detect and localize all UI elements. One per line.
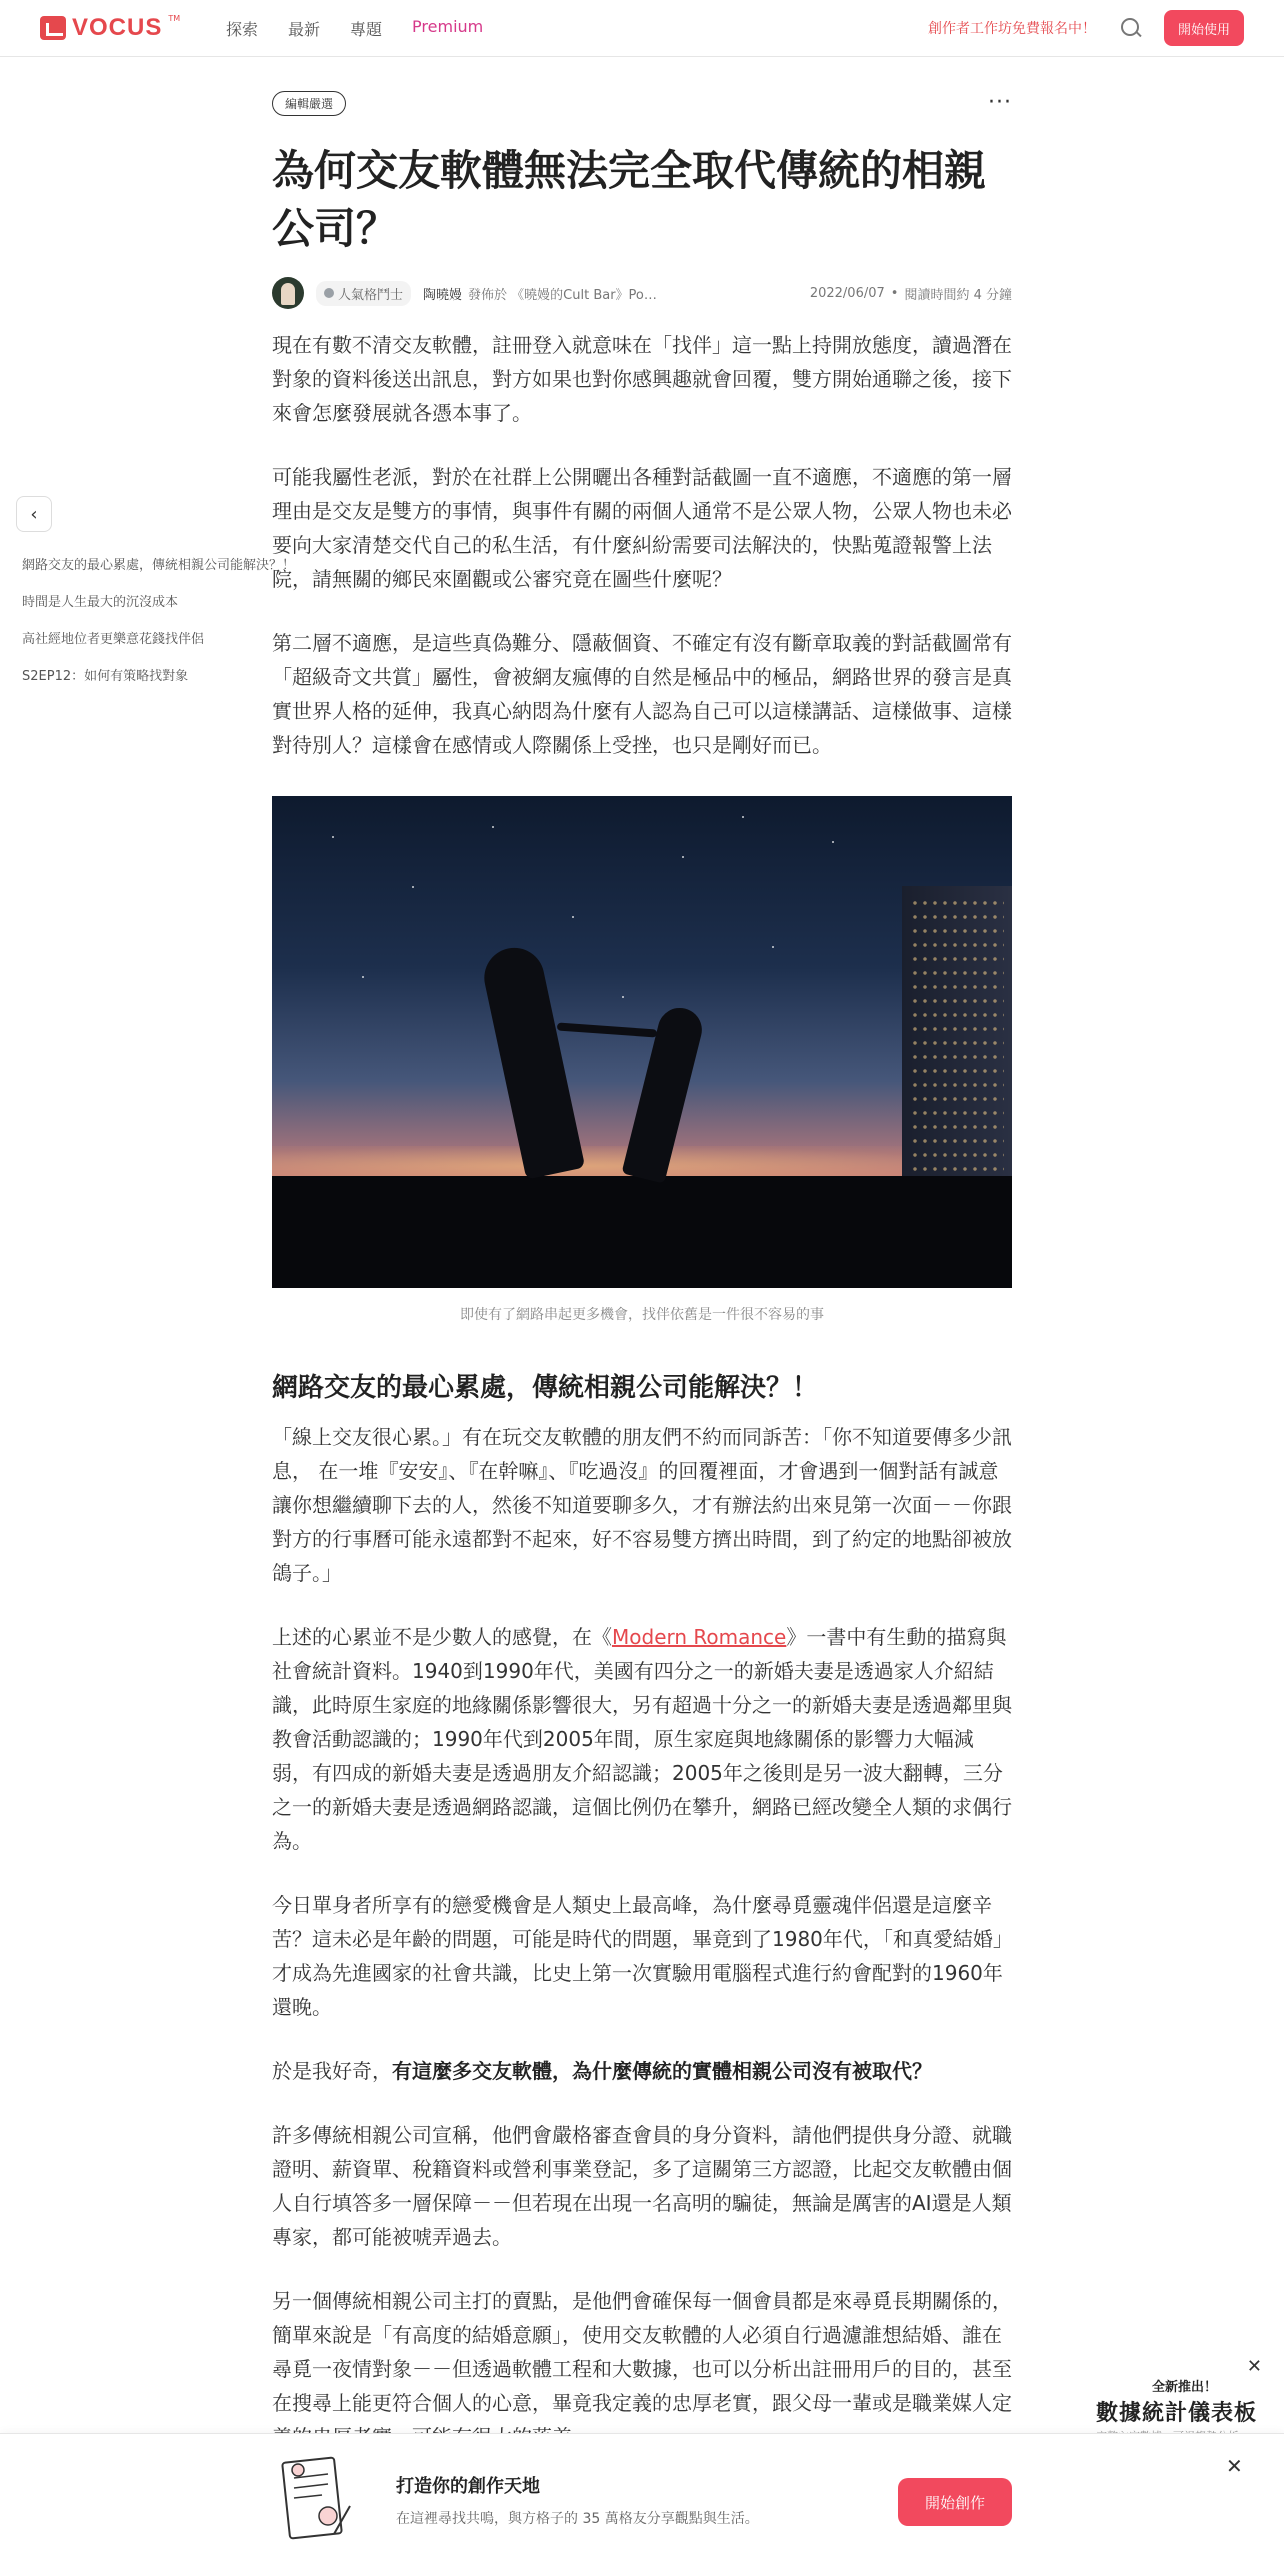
nav-explore[interactable]: 探索 (226, 20, 259, 39)
paragraph: 現在有數不清交友軟體，註冊登入就意味在「找伴」這一點上持開放態度，讀過潛在對象的資料後送出訊息，對方如果也對你感興趣就會回覆，雙方開始通聯之後，接下來會怎麼發展就各憑本事了。 (272, 333, 1012, 425)
logo-trademark: TM (168, 14, 181, 23)
start-button[interactable]: 開始使用 (1164, 10, 1244, 46)
nav-right (928, 10, 1244, 46)
level-badge (316, 281, 411, 306)
more-options-icon[interactable]: ··· (988, 90, 1012, 115)
close-icon[interactable]: ✕ (1226, 2454, 1243, 2478)
nav-premium[interactable]: Premium (412, 17, 484, 36)
read-time: 閱讀時間約 4 分鐘 (904, 287, 1012, 303)
article-meta-row (272, 90, 1012, 116)
publish-date: 2022/06/07 (809, 285, 885, 301)
logo-text: VOCUS (72, 14, 163, 41)
photo-caption: 即使有了網路串起更多機會，找伴依舊是一件很不容易的事 (460, 1307, 824, 1323)
banner-title: 打造你的創作天地 (396, 2476, 540, 2497)
creator-workshop-link[interactable]: 創作者工作坊免費報名中！ (927, 21, 1096, 37)
article (272, 90, 1012, 2454)
chevron-left-icon[interactable]: ‹ (16, 496, 52, 532)
avatar[interactable] (272, 277, 304, 309)
publication-info[interactable]: 發佈於 《曉嫚的Cult Bar》Po… (468, 287, 657, 303)
toc-item[interactable]: 高社經地位者更樂意花錢找伴侶 (22, 632, 205, 647)
promo-title: 數據統計儀表板 (1096, 2401, 1258, 2426)
close-icon[interactable]: ✕ (1246, 2356, 1262, 2377)
author-name[interactable]: 陶曉嫚 (423, 287, 463, 303)
section-heading: 網路交友的最心累處，傳統相親公司能解決？！ (272, 1373, 819, 1403)
paragraph: 可能我屬性老派，對於在社群上公開曬出各種對話截圖一直不適應，不適應的第一層理由是交友是雙方的事情，與事件有關的兩個人通常不是公眾人物，公眾人物也未必要向大家清楚交代自己的私生活，有什麼糾紛需要司法解決的，快點蒐證報警上法院，請無關的鄉民來圍觀或公審究竟在圖些什麼呢？ (272, 465, 1012, 591)
toc-item[interactable]: 時間是人生最大的沉沒成本 (22, 595, 179, 610)
writing-illustration-icon (276, 2450, 356, 2550)
top-navbar (0, 0, 1284, 57)
level-label: 人氣格鬥士 (338, 287, 404, 303)
nav-topics[interactable]: 專題 (350, 20, 383, 39)
start-creating-button[interactable]: 開始創作 (898, 2478, 1012, 2526)
promo-kicker: 全新推出！ (1152, 2380, 1218, 2395)
bottom-signup-banner (0, 2433, 1284, 2568)
banner-subtitle: 在這裡尋找共鳴，與方格子的 35 萬格友分享觀點與生活。 (396, 2511, 759, 2527)
level-icon (324, 288, 334, 298)
person-silhouette (479, 942, 586, 1179)
bold-question: 有這麼多交友軟體，為什麼傳統的實體相親公司沒有被取代？ (392, 2059, 932, 2083)
toc-item[interactable]: S2EP12：如何有策略找對象 (22, 669, 189, 684)
vocus-logo[interactable] (40, 14, 180, 42)
table-of-contents (22, 556, 296, 704)
paragraph: 上述的心累並不是少數人的感覺，在《Modern Romance》一書中有生動的描寫與社會統計資料。1940到1990年代，美國有四分之一的新婚夫妻是透過家人介紹結識，此時原生家庭的地緣關係影響很大，另有超過十分之一的新婚夫妻是透過鄰里與教會活動認識的；1990年代到2005年間，原生家庭與地緣關係的影響力大幅減弱，有四成的新婚夫妻是透過朋友介紹認識；2005年之後則是另一波大翻轉，三分之一的新婚夫妻是透過網路認識，這個比例仍在攀升，網路已經改變全人類的求偶行為。 (272, 1625, 1012, 1853)
date-separator: • (890, 285, 899, 301)
logo-icon (40, 16, 66, 40)
paragraph: 於是我好奇，有這麼多交友軟體，為什麼傳統的實體相親公司沒有被取代？ (272, 2059, 932, 2083)
nav-links (226, 17, 513, 40)
toc-item[interactable]: 網路交友的最心累處，傳統相親公司能解決？！ (22, 558, 296, 573)
dashboard-promo-card[interactable] (1090, 2352, 1284, 2442)
paragraph: 另一個傳統相親公司主打的賣點，是他們會確保每一個會員都是來尋覓長期關係的，簡單來說是「有高度的結婚意願」，使用交友軟體的人必須自行過濾誰想結婚、誰在尋覓一夜情對象－－但透過軟體工程和大數據，也可以分析出註冊用戶的目的，甚至在搜尋上能更符合個人的心意，畢竟我定義的忠厚老實，跟父母一輩或是職業媒人定 (272, 2289, 1012, 2415)
author-row (272, 276, 1012, 310)
paragraph: 許多傳統相親公司宣稱，他們會嚴格審查會員的身分資料，請他們提供身分證、就職證明、薪資單、稅籍資料或營利事業登記，多了這關第三方認證，比起交友軟體由個人自行填答多一層保障－－但若現在出現一名高明的騙徒，無論是厲害的AI還是人類專家，都可能被唬弄過去。 (272, 2123, 1012, 2249)
paragraph: 今日單身者所享有的戀愛機會是人類史上最高峰，為什麼尋覓靈魂伴侶還是這麼辛苦？這未必是年齡的問題，可能是時代的問題，畢竟到了1980年代，「和真愛結婚」才成為先進國家的社會共識，比史上第一次實驗用電腦程式進行約會配對的1960年還晚。 (272, 1893, 1003, 2019)
search-icon[interactable] (1112, 10, 1148, 46)
paragraph: 「線上交友很心累。」有在玩交友軟體的朋友們不約而同訴苦：「你不知道要傳多少訊息， 在一堆『安安』、『在幹嘛』、『吃過沒』的回覆裡面，才會遇到一個對話有誠意讓你想繼續聊下去的人，然後不知道要聊多久，才有辦法約出來見第一次面－－你跟對方的行事曆可能永遠都對不起來，好不容易雙方擠出時間，到了約定的地點卻被放鴿子。」 (272, 1425, 1012, 1585)
article-photo[interactable] (272, 796, 1012, 1288)
paragraph: 第二層不適應，是這些真偽難分、隱蔽個資、不確定有沒有斷章取義的對話截圖常有「超級奇文共賞」屬性，會被網友瘋傳的自然是極品中的極品，網路世界的發言是真實世界人格的延伸，我真心納悶為什麼有人認為自己可以這樣講話、這樣做事、這樣對待別人？這樣會在感情或人際關係上受挫，也只是剛好而已。 (272, 631, 1012, 757)
nav-latest[interactable]: 最新 (288, 20, 321, 39)
editor-pick-badge[interactable]: 編輯嚴選 (272, 91, 346, 116)
modern-romance-link[interactable]: Modern Romance (612, 1625, 787, 1649)
article-title: 為何交友軟體無法完全取代傳統的相親公司？ (272, 146, 987, 253)
